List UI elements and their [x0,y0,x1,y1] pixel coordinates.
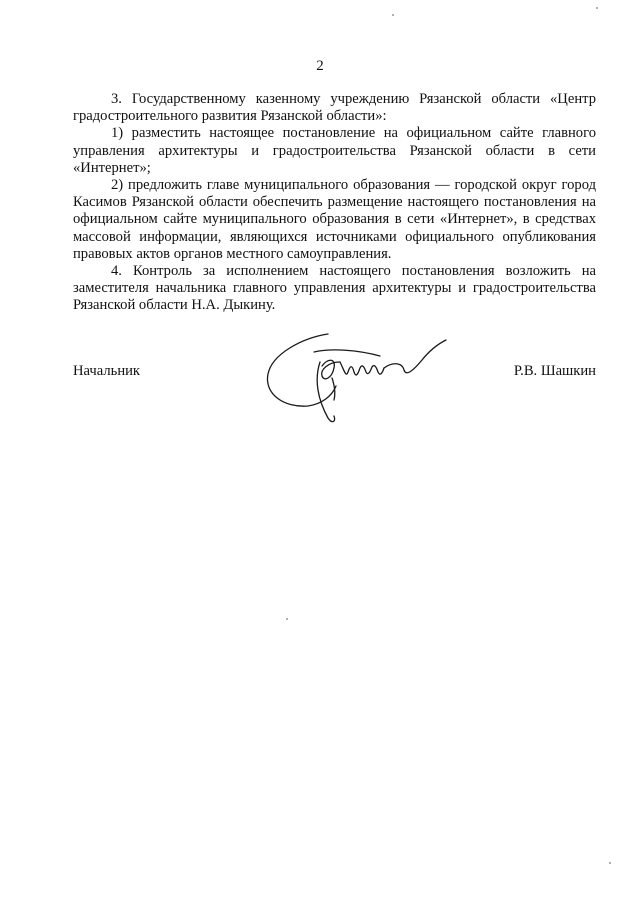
paragraph-subitem-2: 2) предложить главе муниципального образования — городской округ город Касимов Рязанской области обеспечить размещение настоящего постановления на официальном сайте муниципального образования в сети «Интернет», в средствах массовой информации, являющихся источниками официального опубликования правовых актов органов местного самоуправления. [73,177,596,262]
paragraph-item-4: 4. Контроль за исполнением настоящего постановления возложить на заместителя начальника главного управления архитектуры и градостроительства Рязанской области Н.А. Дыкину. [73,263,596,314]
page-number: 2 [316,58,324,74]
handwritten-signature [262,322,452,427]
signatory-name: Р.В. Шашкин [513,363,596,379]
scan-speck [609,862,611,864]
paragraph-subitem-1: 1) разместить настоящее постановление на официальном сайте главного управления архитектуры и градостроительства Рязанской области в сети «Интернет»; [73,125,596,176]
scan-speck [392,14,394,16]
signatory-title: Начальник [73,363,141,379]
scan-speck [286,618,288,620]
scan-speck [596,7,598,9]
paragraph-item-3: 3. Государственному казенному учреждению Рязанской области «Центр градостроительного развития Рязанской области»: [73,91,596,125]
document-body [73,91,596,315]
